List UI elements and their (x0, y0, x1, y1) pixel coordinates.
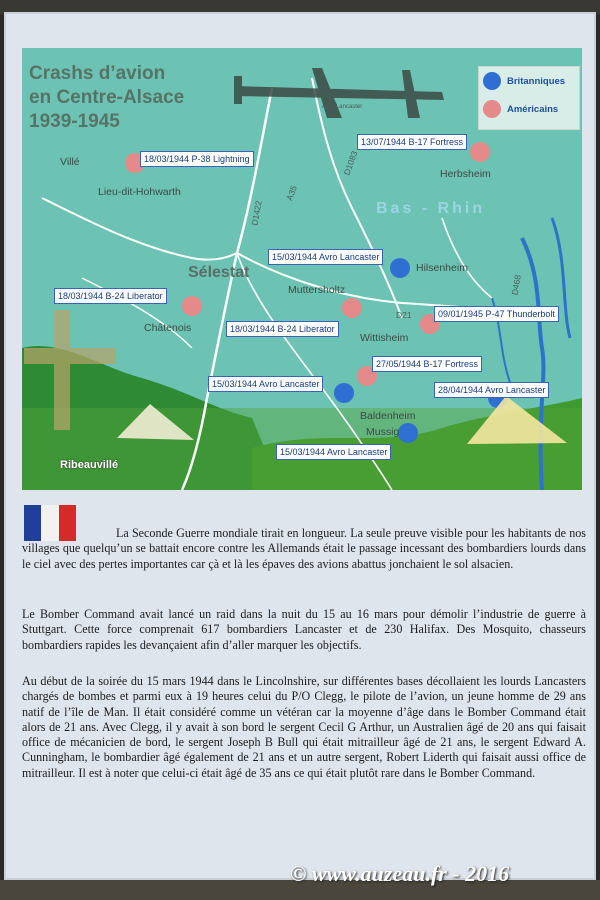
crash-label: 18/03/1944 B-24 Liberator (54, 288, 167, 304)
crash-label: 18/03/1944 B-24 Liberator (226, 321, 339, 337)
paragraph-intro: La Seconde Guerre mondiale tirait en longueur. La seule preuve visible pour les habitants de nos villages que quelqu’un se battait encore contre les Allemands était le passage incessant des bombardiers lourds dans le ciel avec des pertes importantes car çà et là les épaves des avions abattus jonchaient le sol alsacien. (22, 526, 586, 571)
place-ville: Villé (60, 156, 80, 168)
paragraph-bomber-command: Le Bomber Command avait lancé un raid dans la nuit du 15 au 16 mars pour démolir l’industrie de guerre à Stuttgart. Cette force comprenait 617 bombardiers Lancaster et de 230 Halifax. Des Mosquito, chasseurs bombardiers rapides les devançaient afin d’aller marquer les objectifs. (22, 607, 586, 652)
crash-dot-b24-chatenois (182, 296, 202, 316)
road-label-d1422: D1422 (249, 199, 264, 227)
place-mussig: Mussig (366, 426, 400, 438)
road-label-d468: D468 (509, 274, 523, 296)
crash-dot-lancaster-south (398, 423, 418, 443)
road-label-a35: A35 (284, 184, 299, 202)
crash-map (22, 48, 582, 490)
map-title-line-3: 1939-1945 (29, 111, 120, 132)
road-east (442, 218, 492, 298)
place-chatenois: Châtenois (144, 322, 192, 334)
legend-label: Américains (507, 103, 559, 115)
crash-dot-lancaster-mussig (334, 383, 354, 403)
legend-label: Britanniques (507, 75, 566, 87)
place-ribeauville: Ribeauvillé (60, 459, 119, 471)
crash-label: 28/04/1944 Avro Lancaster (434, 382, 549, 398)
crash-label: 15/03/1944 Avro Lancaster (268, 249, 383, 265)
crash-dot-b17-herbsheim (470, 142, 490, 162)
place-muttersholtz: Muttersholtz (288, 284, 346, 296)
map-title-line-2: en Centre-Alsace (29, 87, 185, 108)
place-hohwarth: Lieu-dit-Hohwarth (98, 186, 181, 198)
crash-label: 09/01/1945 P-47 Thunderbolt (434, 306, 559, 322)
crash-label: 15/03/1944 Avro Lancaster (276, 444, 391, 460)
road-label-d1083: D1083 (341, 149, 360, 177)
crash-label: 18/03/1944 P-38 Lightning (140, 151, 254, 167)
road-label-d21: D21 (396, 310, 412, 320)
paragraph-clegg-crew: Au début de la soirée du 15 mars 1944 dans le Lincolnshire, sur différentes bases décollaient les lourds Lancasters chargés de bombes et parmi eux à 19 heures celui du P/O Clegg, le pilote de l’avion, un jeune homme de 29 ans natif de l’île de Man. Il était considéré comme un vétéran car la moyenne d’âge dans le Bomber Command était alors de 21 ans. Avec Clegg, il y avait à son bord le sergent Cecil G Arthur, un Australien âgé de 20 ans qui faisait office de mécanicien de bord, le sergent Joseph B Bull qui était mitrailleur âgé de 21 ans, le sergent Edward A. Cunningham, le bombardier âgé également de 21 ans et un autre sergent, Robert Liderth qui faisait aussi office de mitrailleur. Il est à noter que celui-ci était âgé de 35 ans ce qui était plutôt rare dans le Bomber Command. (22, 674, 586, 780)
plane-caption: Avro Lancaster (322, 104, 363, 110)
crash-label: 13/07/1944 B-17 Fortress (357, 134, 467, 150)
place-baldenheim: Baldenheim (360, 410, 416, 422)
legend-swatch-british (483, 72, 501, 90)
place-herbsheim: Herbsheim (440, 168, 491, 180)
place-wittisheim: Wittisheim (360, 332, 409, 344)
crash-dot-lancaster-hilsenheim (390, 258, 410, 278)
crash-label: 15/03/1944 Avro Lancaster (208, 376, 323, 392)
legend-item-britanniques (479, 67, 579, 95)
map-title (29, 62, 184, 134)
copyright-watermark: © www.auzeau.fr - 2016 (290, 861, 510, 886)
legend-swatch-american (483, 100, 501, 118)
map-title-line-1: Crashs d’avion (29, 63, 166, 84)
place-selestat: Sélestat (188, 264, 250, 281)
crash-label: 27/05/1944 B-17 Fortress (372, 356, 482, 372)
place-hilsenheim: Hilsenheim (416, 262, 468, 274)
road-d1083 (312, 78, 402, 318)
place-bas-rhin: Bas - Rhin (376, 200, 486, 217)
map-legend (478, 66, 580, 130)
crash-dot-b24-muttersholtz (342, 298, 362, 318)
legend-item-americains (479, 95, 579, 123)
road-west (42, 198, 237, 260)
lancaster-silhouette (234, 68, 444, 118)
